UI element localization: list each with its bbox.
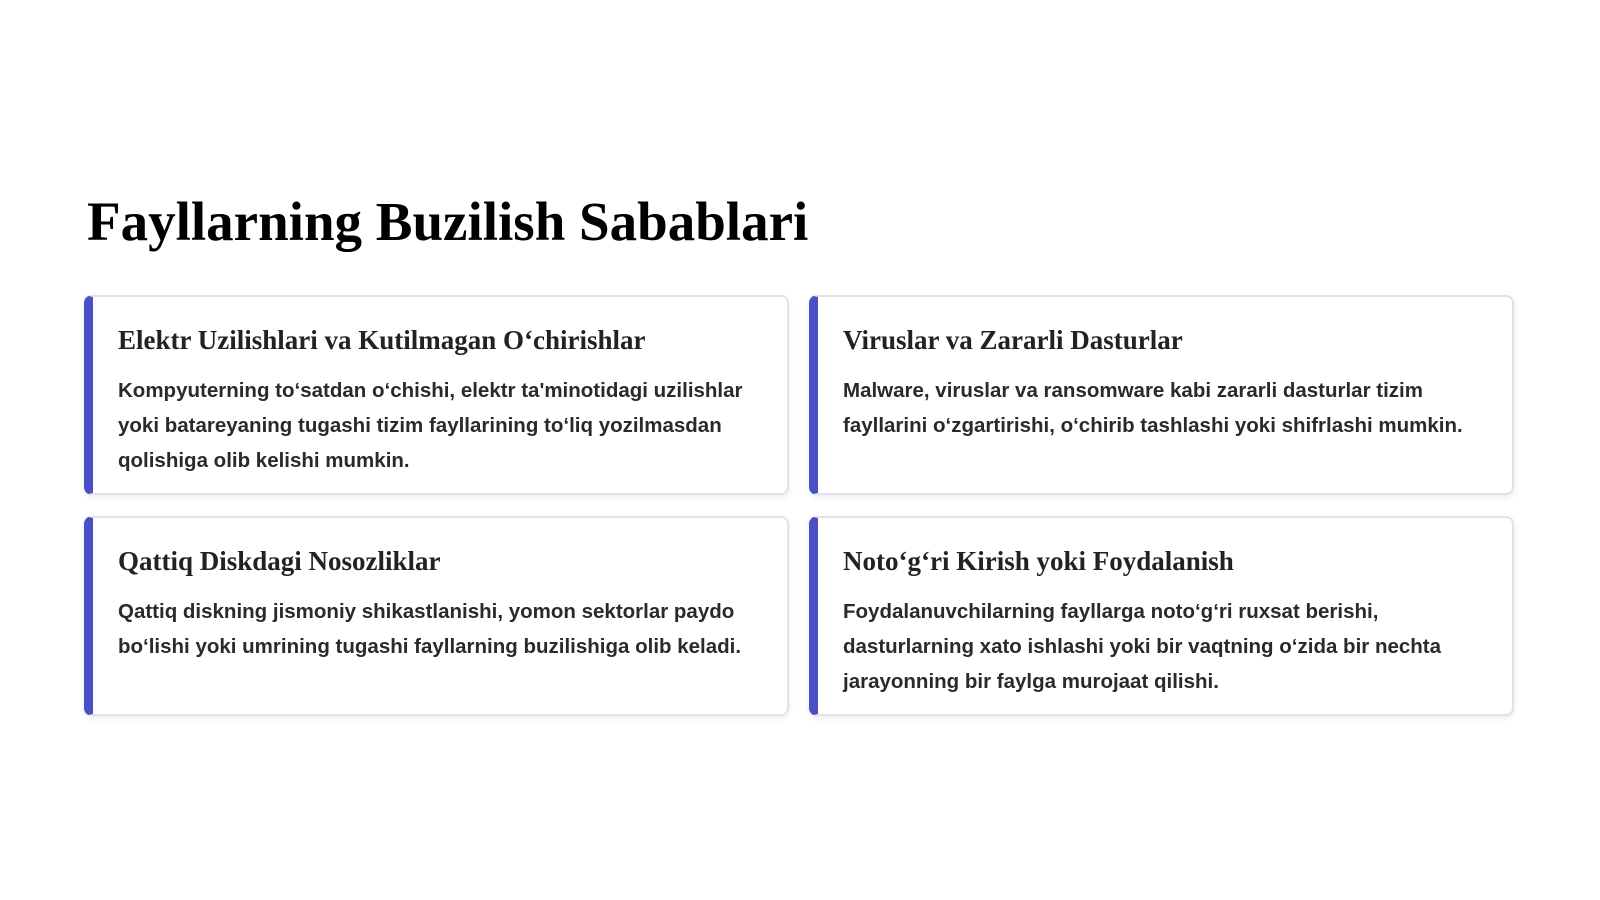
cause-card-power-outage xyxy=(84,295,789,495)
cause-card-improper-access xyxy=(809,516,1514,716)
card-description: Kompyuterning to‘satdan o‘chishi, elektr ta'minotidagi uzilishlar yoki batareyaning tugashi tizim fayllarining to‘liq yozilmasdan qolishiga olib kelishi mumkin. xyxy=(118,379,743,472)
cause-card-malware xyxy=(809,295,1514,495)
card-description: Malware, viruslar va ransomware kabi zararli dasturlar tizim fayllarini o‘zgartirishi, o‘chirib tashlashi yoki shifrlashi mumkin. xyxy=(843,379,1463,437)
cause-card-disk-failure xyxy=(84,516,789,716)
card-description: Qattiq diskning jismoniy shikastlanishi, yomon sektorlar paydo bo‘lishi yoki umrining tugashi fayllarning buzilishiga olib keladi. xyxy=(118,600,742,658)
card-title: Viruslar va Zararli Dasturlar xyxy=(843,325,1183,355)
card-title: Qattiq Diskdagi Nosozliklar xyxy=(118,546,441,576)
card-description: Foydalanuvchilarning fayllarga noto‘g‘ri ruxsat berishi, dasturlarning xato ishlashi yoki bir vaqtning o‘zida bir nechta jarayonning bir faylga murojaat qilishi. xyxy=(843,600,1442,693)
page-title: Fayllarning Buzilish Sabablari xyxy=(87,191,809,252)
cause-cards-grid xyxy=(84,295,1514,716)
card-title: Noto‘g‘ri Kirish yoki Foydalanish xyxy=(843,546,1234,576)
card-title: Elektr Uzilishlari va Kutilmagan O‘chirishlar xyxy=(118,325,646,355)
